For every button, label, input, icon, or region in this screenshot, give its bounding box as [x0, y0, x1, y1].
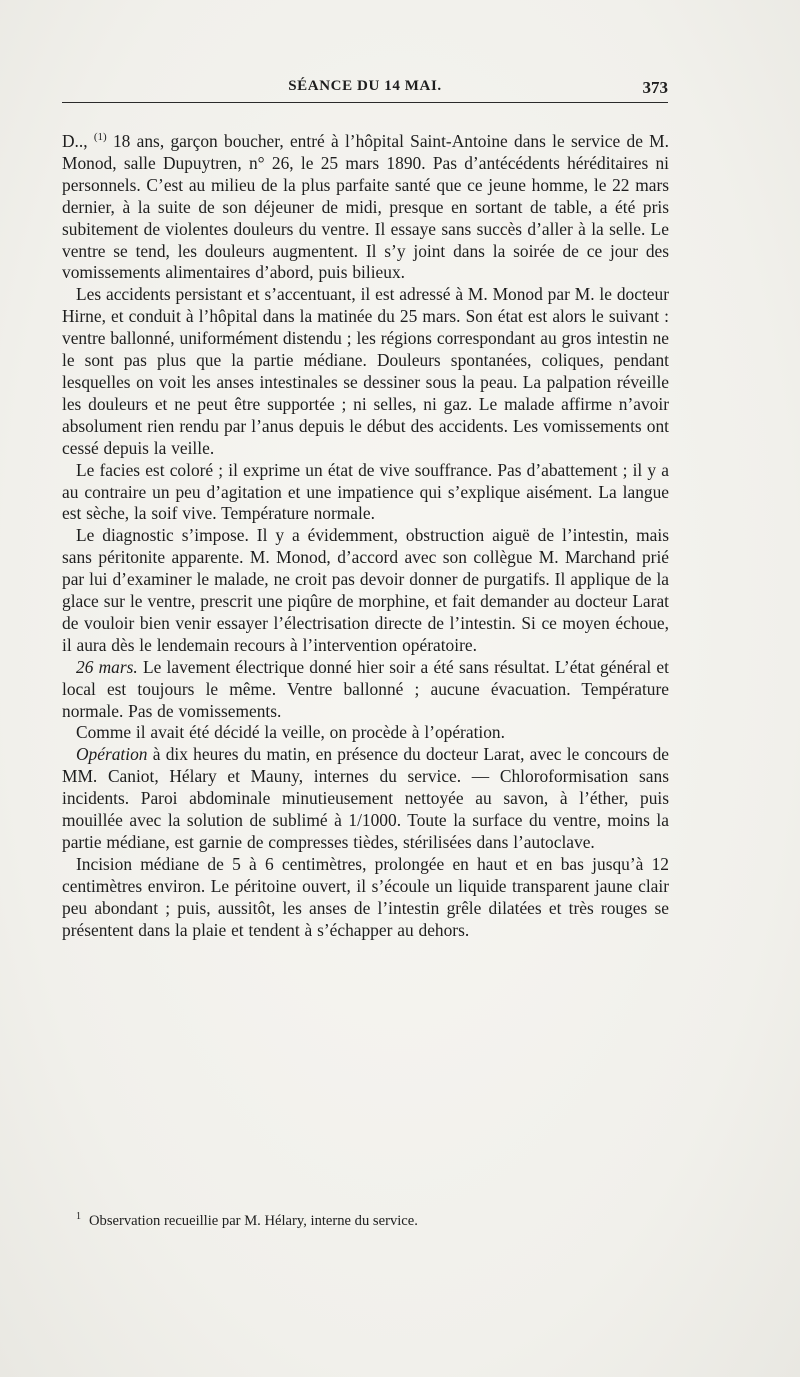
patient-initial: D..,	[62, 131, 94, 151]
paragraph	[62, 525, 669, 656]
paragraph	[62, 744, 669, 854]
paragraph	[62, 284, 669, 459]
footnote-text: Observation recueillie par M. Hélary, interne du service.	[89, 1212, 418, 1229]
running-title: SÉANCE DU 14 MAI.	[288, 78, 442, 94]
paragraph	[62, 854, 669, 942]
paragraph	[62, 131, 669, 284]
date-lead: 26 mars.	[76, 656, 138, 677]
paragraph-text: Comme il avait été décidé la veille, on procède à l’opération.	[76, 722, 505, 743]
paragraph	[62, 460, 669, 526]
footnote-mark: 1	[76, 1211, 81, 1222]
paragraph-text: Le diagnostic s’impose. Il y a évidemment, obstruction aiguë de l’intestin, mais sans péritonite apparente. M. Monod, d’accord avec son collègue M. Marchand prié par lui d’examiner le malade, ne croit pas devoir donner de purgatifs. Il applique de la glace sur le ventre, prescrit une piqûre de morphine, et fait demander au docteur Larat de vouloir bien venir essayer l’électrisation directe de l’intestin. Si ce moyen échoue, il aura dès le lendemain recours à l’intervention opératoire.	[62, 525, 669, 655]
paragraph	[62, 657, 669, 723]
footnote	[62, 1208, 683, 1230]
page-number: 373	[642, 78, 668, 97]
paragraph-text: Les accidents persistant et s’accentuant, il est adressé à M. Monod par M. le docteur Hirne, et conduit à l’hôpital dans la matinée du 25 mars. Son état est alors le suivant : ventre ballonné, uniformément distendu ; les régions correspondant au gros intestin ne le sont pas plus que la partie médiane. Douleurs spontanées, coliques, pendant lesquelles on voit les anses intestinales se dessiner sous la peau. La palpation réveille les douleurs et ne peut être supportée ; ni selles, ni gaz. Le malade affirme n’avoir absolument rien rendu par l’anus depuis le début des accidents. Les vomissements ont cessé depuis la veille.	[62, 284, 669, 458]
paragraph-text: Le facies est coloré ; il exprime un état de vive souffrance. Pas d’abattement ; il y a au contraire un peu d’agitation et une impatience qui s’explique aisément. La langue est sèche, la soif vive. Température normale.	[62, 459, 669, 524]
paragraph	[62, 722, 669, 744]
footnote-reference: (1)	[93, 131, 107, 144]
body-text	[62, 131, 669, 942]
paragraph-text: Incision médiane de 5 à 6 centimètres, prolongée en haut et en bas jusqu’à 12 centimètres environ. Le péritoine ouvert, il s’écoule un liquide transparent jaune clair peu abondant ; puis, aussitôt, les anses de l’intestin grêle dilatées et très rouges se présentent dans la plaie et tendent à s’échapper au dehors.	[62, 853, 669, 940]
paragraph-text: Le lavement électrique donné hier soir a été sans résultat. L’état général et local est toujours le même. Ventre ballonné ; aucune évacuation. Température normale. Pas de vomissements.	[62, 656, 669, 721]
paragraph-text: à dix heures du matin, en présence du docteur Larat, avec le concours de MM. Caniot, Hélary et Mauny, internes du service. — Chloroformisation sans incidents. Paroi abdominale minutieusement nettoyée au savon, à l’éther, puis mouillée avec la solution de sublimé à 1/1000. Toute la surface du ventre, moins la partie médiane, est garnie de compresses tièdes, stérilisées dans l’autoclave.	[62, 744, 669, 852]
running-header	[62, 78, 668, 103]
section-lead: Opération	[76, 744, 148, 765]
paragraph-text: 18 ans, garçon boucher, entré à l’hôpital Saint-Antoine dans le service de M. Monod, salle Dupuytren, n° 26, le 25 mars 1890. Pas d’antécédents héréditaires ni personnels. C’est au milieu de la plus parfaite santé que ce jeune homme, le 22 mars dernier, à la suite de son déjeuner de midi, presque en sortant de table, a été pris subitement de violentes douleurs du ventre. Il essaye sans succès d’aller à la selle. Le ventre se tend, les douleurs augmentent. Il s’y joint dans la soirée de ce jour des vomissements alimentaires d’abord, puis bilieux.	[62, 131, 669, 283]
